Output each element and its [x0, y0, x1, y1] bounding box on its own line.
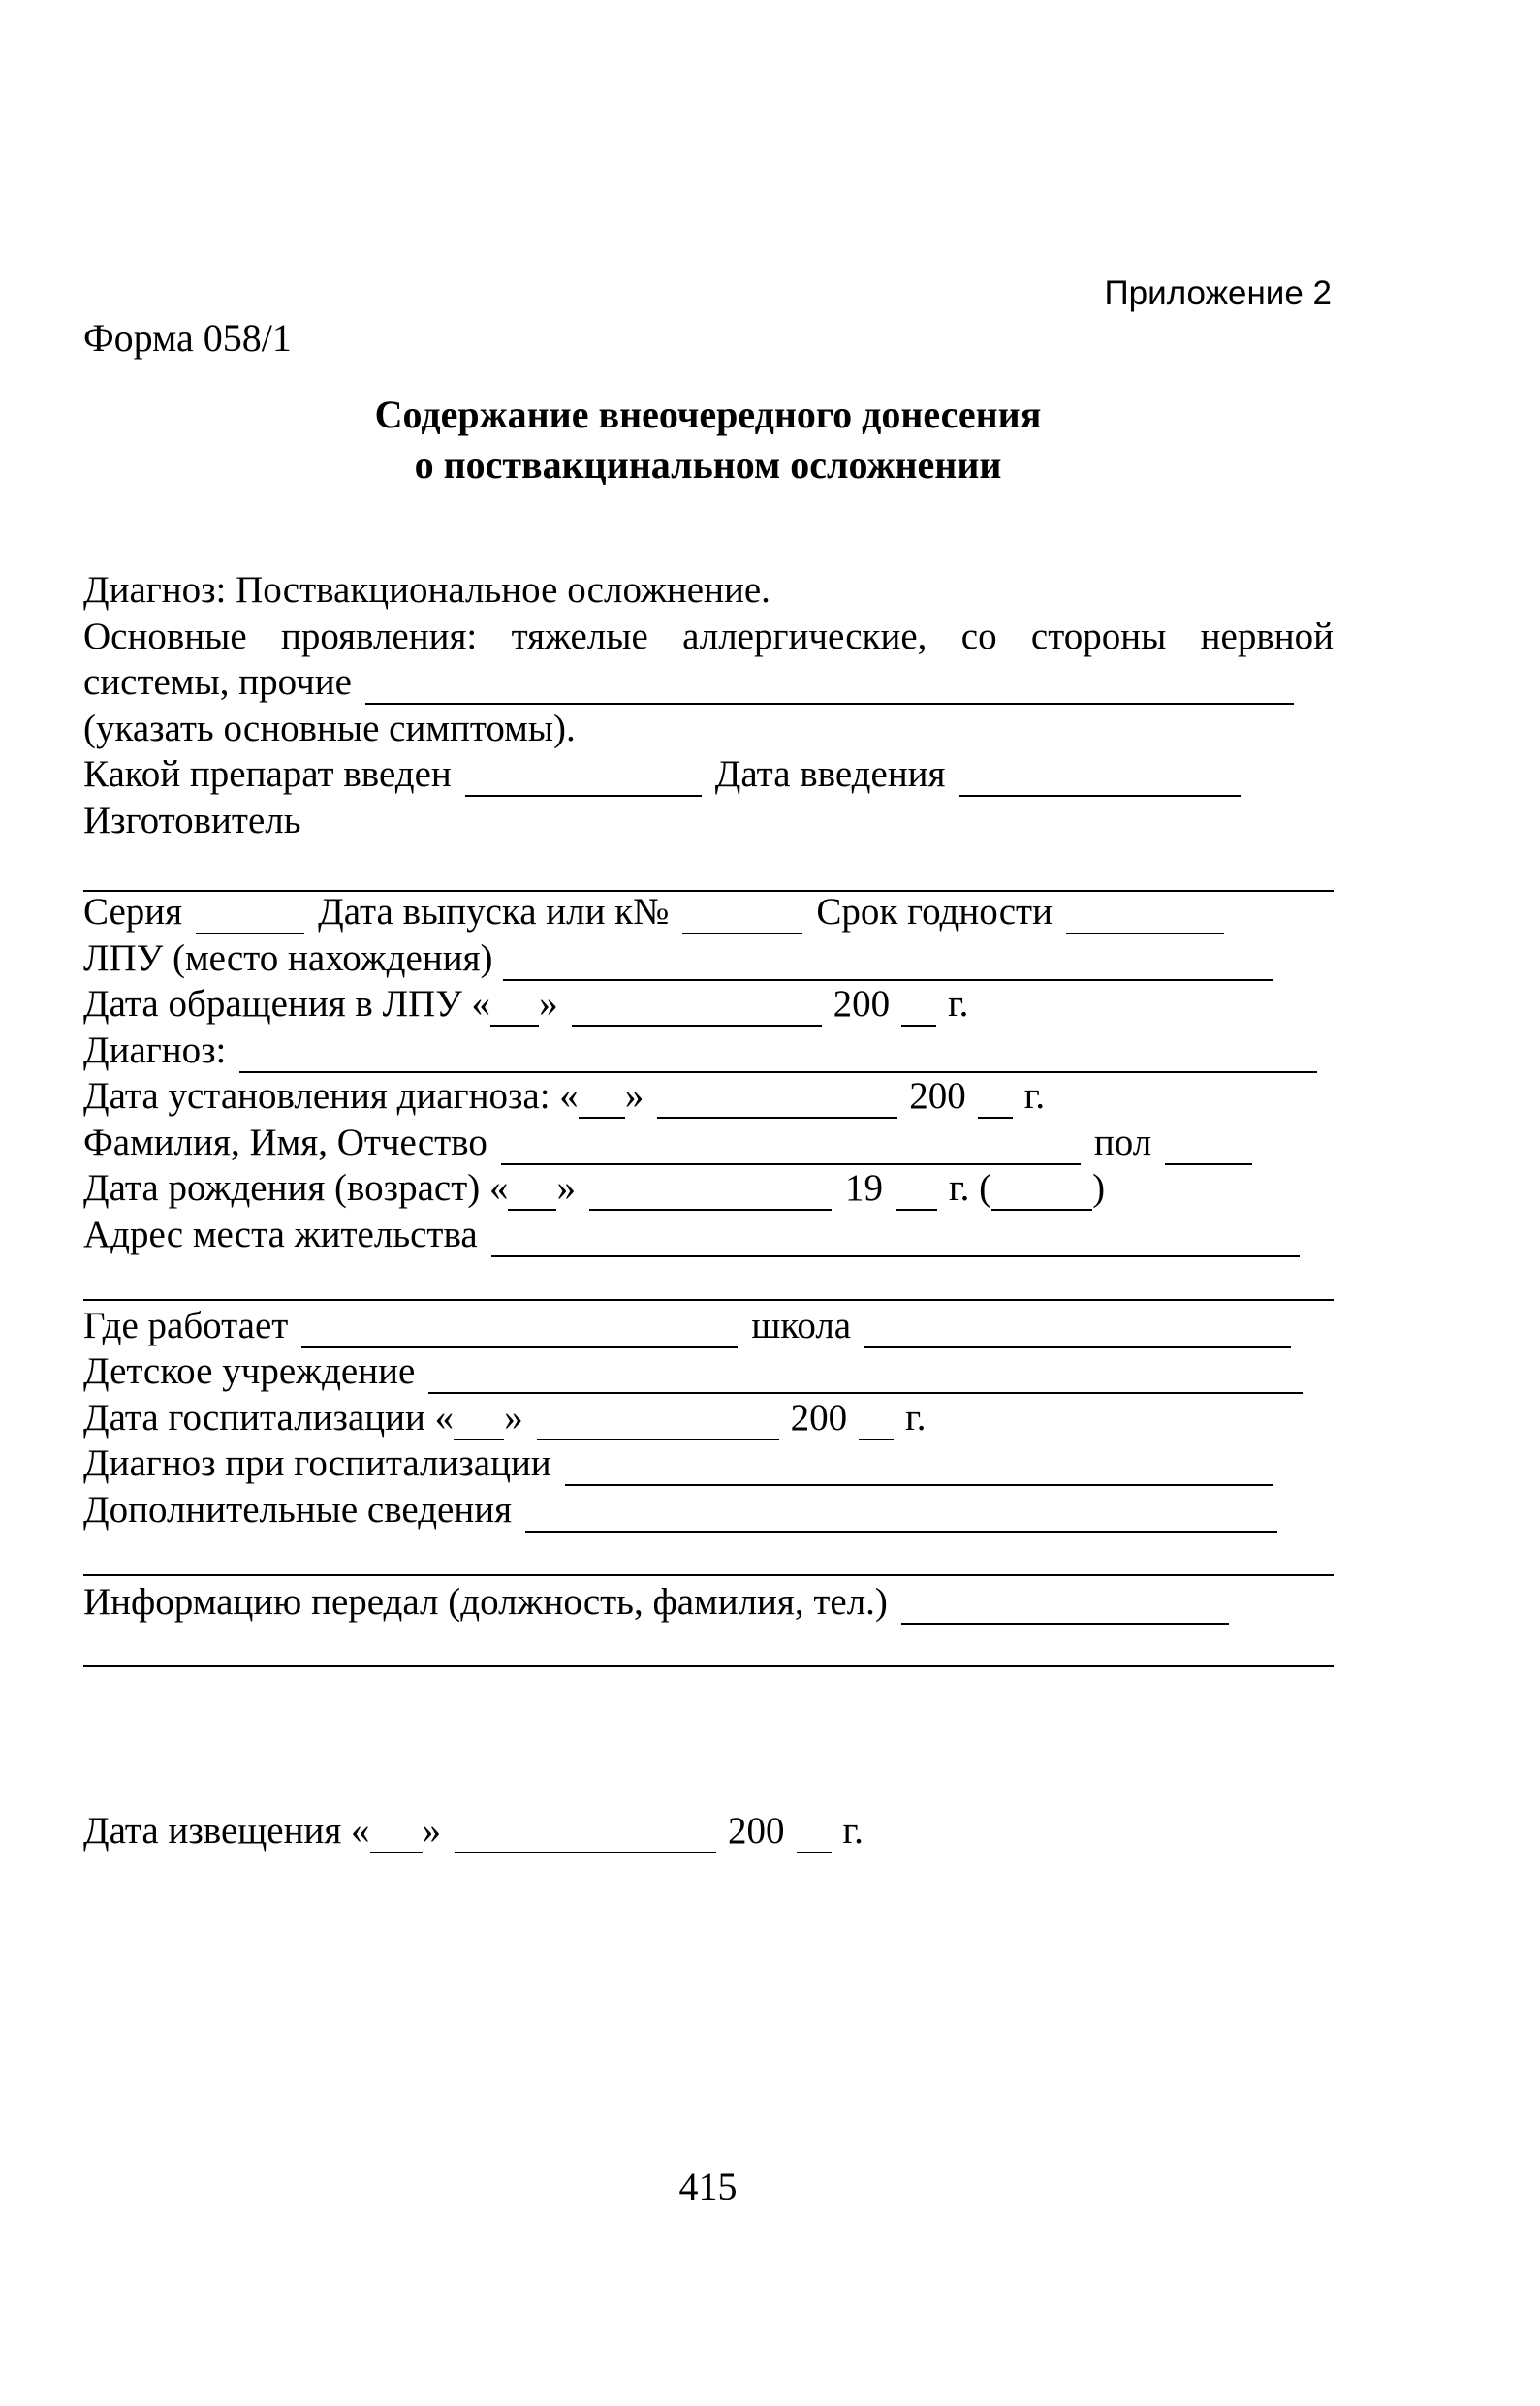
manifestations-word: тяжелые [511, 616, 648, 657]
info-transmitted-field[interactable] [901, 1588, 1229, 1625]
symptoms-note-text: (указать основные симптомы). [83, 708, 576, 749]
diagnosis-intro-text: Диагноз: Поствакциональное осложнение. [83, 569, 770, 611]
birth-month-field[interactable] [589, 1174, 832, 1211]
expiry-label: Срок годности [816, 891, 1053, 933]
systems-other-field[interactable] [365, 668, 1294, 705]
additional-info-field-continued[interactable] [83, 1574, 1334, 1576]
series-row [83, 890, 1224, 934]
diagnosis-row [83, 1029, 1317, 1073]
lpu-label: ЛПУ (место нахождения) [83, 937, 493, 979]
manifestations-word: со [960, 616, 997, 657]
manufacturer-row [83, 799, 301, 843]
admin-date-label: Дата введения [714, 753, 946, 795]
notification-year-field[interactable] [797, 1817, 832, 1853]
notification-month-field[interactable] [455, 1817, 716, 1853]
manifestations-word: нервной [1200, 616, 1334, 657]
hospitalization-day-field[interactable] [454, 1404, 504, 1440]
year-suffix-paren: г. ( [948, 1167, 992, 1209]
admin-date-field[interactable] [959, 760, 1241, 797]
manifestations-word: аллергические, [682, 616, 927, 657]
systems-other-row [83, 660, 1294, 705]
drug-field[interactable] [465, 760, 702, 797]
sex-label: пол [1093, 1122, 1152, 1163]
birth-date-label: Дата рождения (возраст) « [83, 1167, 509, 1209]
notification-date-label: Дата извещения « [83, 1810, 370, 1852]
school-field[interactable] [864, 1312, 1291, 1348]
year-suffix: г. [948, 983, 969, 1025]
hospitalization-diagnosis-row [83, 1441, 1273, 1486]
hospitalization-date-row [83, 1396, 926, 1440]
diagnosis-year-field[interactable] [978, 1082, 1013, 1119]
address-row [83, 1213, 1300, 1257]
additional-info-label: Дополнительные сведения [83, 1489, 513, 1531]
manifestations-word: проявления: [280, 616, 478, 657]
quote-close: » [504, 1397, 523, 1439]
notification-day-field[interactable] [370, 1817, 423, 1853]
lpu-visit-date-label: Дата обращения в ЛПУ « [83, 983, 491, 1025]
manifestations-word: стороны [1030, 616, 1167, 657]
manifestations-word: Основные [83, 616, 247, 657]
lpu-visit-date-row [83, 982, 968, 1027]
full-name-row [83, 1121, 1252, 1165]
document-title-line-1: Содержание внеочередного донесения [374, 393, 1042, 436]
lpu-visit-month-field[interactable] [572, 990, 822, 1027]
page-number: 415 [678, 2165, 738, 2208]
diagnosis-date-row [83, 1074, 1045, 1119]
year-prefix: 200 [728, 1810, 785, 1852]
lpu-visit-year-field[interactable] [901, 990, 936, 1027]
school-label: школа [751, 1305, 852, 1346]
diagnosis-field[interactable] [239, 1036, 1317, 1073]
release-date-label: Дата выпуска или к№ [318, 891, 670, 933]
diagnosis-label: Диагноз: [83, 1029, 227, 1071]
year-prefix-19: 19 [844, 1167, 883, 1209]
additional-info-field[interactable] [525, 1496, 1277, 1533]
year-prefix: 200 [790, 1397, 848, 1439]
full-name-field[interactable] [501, 1128, 1081, 1165]
full-name-label: Фамилия, Имя, Отчество [83, 1122, 487, 1163]
paren-close: ) [1092, 1167, 1106, 1209]
year-prefix: 200 [909, 1075, 966, 1117]
notification-date-row [83, 1809, 864, 1853]
hospitalization-diagnosis-field[interactable] [565, 1449, 1273, 1486]
systems-other-label: системы, прочие [83, 661, 352, 703]
year-suffix: г. [842, 1810, 864, 1852]
address-label: Адрес места жительства [83, 1214, 478, 1255]
drug-row [83, 752, 1241, 797]
info-transmitted-field-continued[interactable] [83, 1665, 1334, 1667]
address-field-continued[interactable] [83, 1299, 1334, 1301]
childcare-field[interactable] [428, 1357, 1303, 1394]
quote-close: » [539, 983, 558, 1025]
birth-year-field[interactable] [896, 1174, 937, 1211]
lpu-row [83, 936, 1273, 981]
quote-close: » [556, 1167, 576, 1209]
lpu-field[interactable] [503, 944, 1273, 981]
diagnosis-month-field[interactable] [657, 1082, 897, 1119]
quote-close: » [422, 1810, 442, 1852]
release-date-field[interactable] [682, 898, 802, 934]
year-suffix: г. [905, 1397, 927, 1439]
hospitalization-diagnosis-label: Диагноз при госпитализации [83, 1442, 551, 1484]
work-label: Где работает [83, 1305, 289, 1346]
series-field[interactable] [196, 898, 304, 934]
birth-day-field[interactable] [508, 1174, 556, 1211]
work-field[interactable] [301, 1312, 738, 1348]
expiry-field[interactable] [1066, 898, 1224, 934]
info-transmitted-label: Информацию передал (должность, фамилия, тел.) [83, 1581, 888, 1623]
drug-label: Какой препарат введен [83, 753, 452, 795]
work-row [83, 1304, 1291, 1348]
hospitalization-month-field[interactable] [537, 1404, 779, 1440]
childcare-label: Детское учреждение [83, 1350, 416, 1392]
quote-close: » [624, 1075, 644, 1117]
address-field[interactable] [491, 1220, 1300, 1257]
hospitalization-year-field[interactable] [859, 1404, 894, 1440]
year-prefix: 200 [833, 983, 891, 1025]
age-field[interactable] [991, 1174, 1092, 1211]
additional-info-row [83, 1488, 1277, 1533]
symptoms-note-row [83, 707, 576, 751]
diagnosis-day-field[interactable] [579, 1082, 625, 1119]
form-number: Форма 058/1 [83, 316, 292, 360]
appendix-label: Приложение 2 [1104, 274, 1332, 312]
main-manifestations-row [83, 615, 1334, 659]
childcare-row [83, 1349, 1303, 1394]
series-label: Серия [83, 891, 183, 933]
diagnosis-date-label: Дата установления диагноза: « [83, 1075, 579, 1117]
birth-date-row [83, 1166, 1105, 1211]
info-transmitted-row [83, 1580, 1229, 1625]
year-suffix: г. [1023, 1075, 1046, 1117]
document-title-line-2: о поствакцинальном осложнении [414, 443, 1002, 487]
diagnosis-intro-row [83, 568, 770, 613]
sex-field[interactable] [1165, 1128, 1252, 1165]
hospitalization-date-label: Дата госпитализации « [83, 1397, 455, 1439]
lpu-visit-day-field[interactable] [490, 990, 539, 1027]
manufacturer-label: Изготовитель [83, 800, 301, 841]
